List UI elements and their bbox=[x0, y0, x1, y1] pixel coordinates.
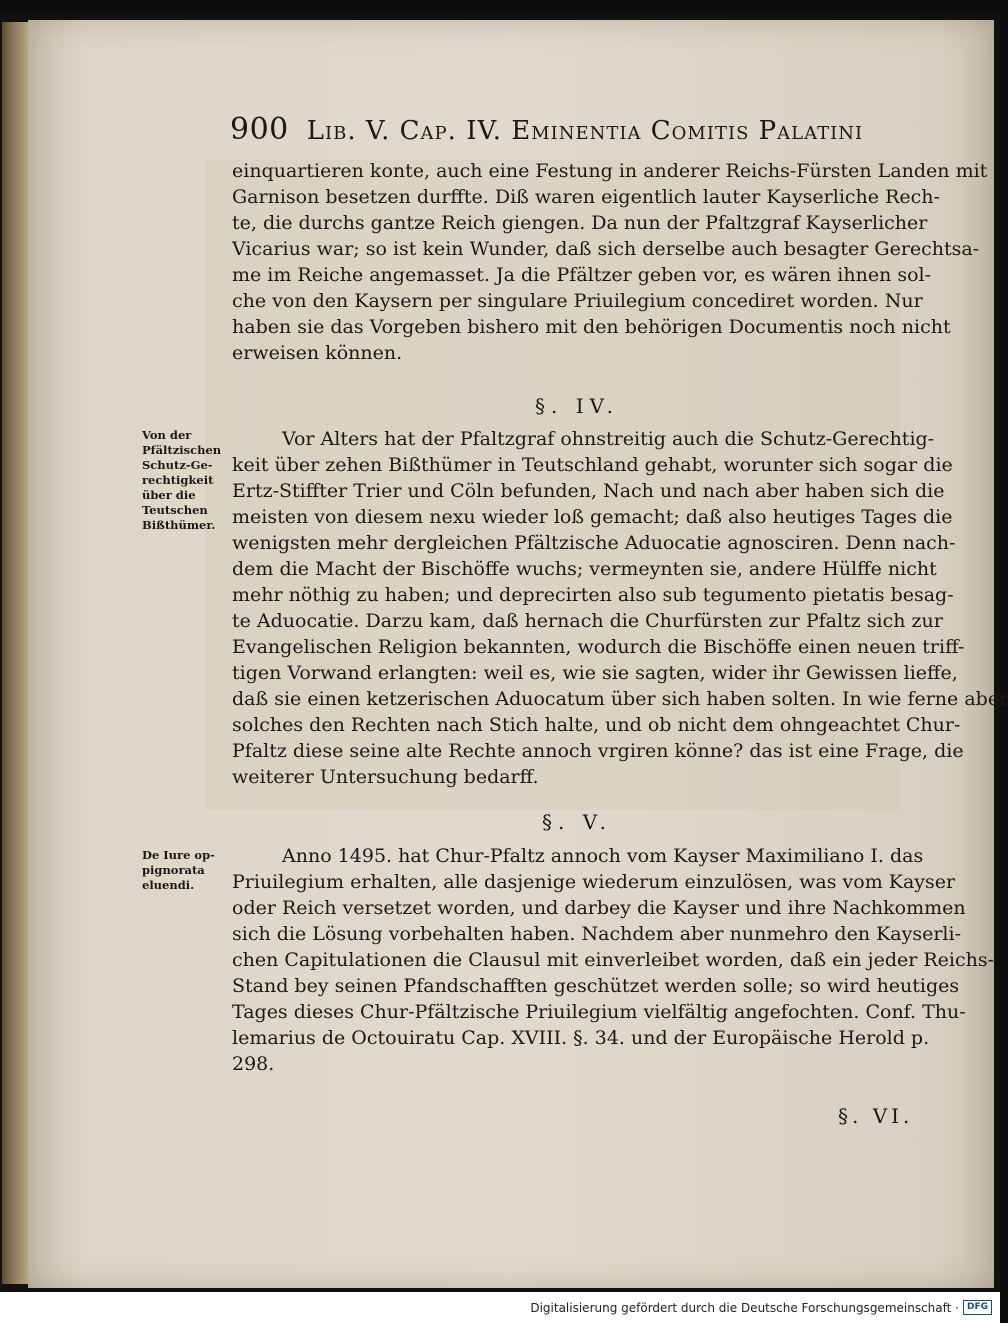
text-line: Priuilegium erhalten, alle dasjenige wiederum einzulösen, was vom Kayser bbox=[232, 871, 956, 893]
text-line: weiterer Untersuchung bedarff. bbox=[232, 766, 539, 788]
page-number: 900 bbox=[230, 112, 289, 147]
text-line: me im Reiche angemasset. Ja die Pfältzer geben vor, es wären ihnen sol- bbox=[232, 264, 932, 286]
text-line: tigen Vorwand erlangten: weil es, wie sie sagten, wider ihr Gewissen lieffe, bbox=[232, 662, 958, 684]
marginal-line: Von der bbox=[142, 428, 192, 442]
marginal-line: Schutz-Ge- bbox=[142, 458, 213, 472]
catchword: §. VI. bbox=[838, 1104, 914, 1128]
text-line: Stand bey seinen Pfandschafften geschützet werden solle; so wird heutiges bbox=[232, 975, 960, 997]
text-line: Pfaltz diese seine alte Rechte annoch vrgiren könne? das ist eine Frage, die bbox=[232, 740, 964, 762]
marginal-line: über die bbox=[142, 488, 196, 502]
marginal-line: Bißthümer. bbox=[142, 518, 216, 532]
marginal-line: Teutschen bbox=[142, 503, 208, 517]
text-line: 298. bbox=[232, 1053, 275, 1075]
footer-text: Digitalisierung gefördert durch die Deutsche Forschungsgemeinschaft · bbox=[530, 1300, 959, 1315]
text-line: sich die Lösung vorbehalten haben. Nachdem aber nunmehro den Kayserli- bbox=[232, 923, 962, 945]
text-line: erweisen können. bbox=[232, 342, 403, 364]
continuation-paragraph bbox=[232, 158, 988, 366]
text-line: Garnison besetzen durffte. Diß waren eigentlich lauter Kayserliche Rech- bbox=[232, 186, 940, 208]
text-line: chen Capitulationen die Clausul mit einverleibet worden, daß ein jeder Reichs- bbox=[232, 949, 995, 971]
text-line: te, die durchs gantze Reich giengen. Da nun der Pfaltzgraf Kayserlicher bbox=[232, 212, 928, 234]
text-line: wenigsten mehr dergleichen Pfältzische Aduocatie agnosciren. Denn nach- bbox=[232, 532, 956, 554]
marginal-note-iv bbox=[142, 428, 234, 533]
text-line: dem die Macht der Bischöffe wuchs; vermeynten sie, andere Hülffe nicht bbox=[232, 558, 937, 580]
text-line: Tages dieses Chur-Pfältzische Priuilegium vielfältig angefochten. Conf. Thu- bbox=[232, 1001, 966, 1023]
text-line: mehr nöthig zu haben; und deprecirten also sub tegumento pietatis besag- bbox=[232, 584, 954, 606]
marginal-line: Pfältzischen bbox=[142, 443, 222, 457]
text-line: Evangelischen Religion bekannten, wodurch die Bischöffe einen neuen triff- bbox=[232, 636, 965, 658]
text-line: solches den Rechten nach Stich halte, und ob nicht dem ohngeachtet Chur- bbox=[232, 714, 961, 736]
section-iv-paragraph bbox=[232, 426, 1008, 790]
text-line: te Aduocatie. Darzu kam, daß hernach die Churfürsten zur Pfaltz sich zur bbox=[232, 610, 943, 632]
section-heading-iv: §. IV. bbox=[535, 394, 619, 418]
book-spine bbox=[2, 22, 28, 1284]
marginal-line: De Iure op- bbox=[142, 848, 215, 862]
marginal-line: eluendi. bbox=[142, 878, 195, 892]
text-line: Ertz-Stiffter Trier und Cöln befunden, Nach und nach aber haben sich die bbox=[232, 480, 945, 502]
running-header bbox=[230, 112, 930, 147]
section-v-paragraph bbox=[232, 843, 995, 1077]
text-line: Vor Alters hat der Pfaltzgraf ohnstreitig auch die Schutz-Gerechtig- bbox=[282, 428, 935, 450]
text-line: che von den Kaysern per singulare Priuilegium concediret worden. Nur bbox=[232, 290, 923, 312]
text-line: keit über zehen Bißthümer in Teutschland gehabt, worunter sich sogar die bbox=[232, 454, 953, 476]
text-line: meisten von diesem nexu wieder loß gemacht; daß also heutiges Tages die bbox=[232, 506, 953, 528]
text-line: oder Reich versetzet worden, und darbey die Kayser und ihre Nachkommen bbox=[232, 897, 966, 919]
section-heading-v: §. V. bbox=[541, 810, 613, 834]
text-line: einquartieren konte, auch eine Festung in anderer Reichs-Fürsten Landen mit bbox=[232, 160, 988, 182]
text-line: Anno 1495. hat Chur-Pfaltz annoch vom Kayser Maximiliano I. das bbox=[282, 845, 924, 867]
running-title: Lib. V. Cap. IV. Eminentia Comitis Palatini bbox=[306, 116, 864, 146]
digitization-footer bbox=[0, 1292, 1000, 1323]
marginal-line: rechtigkeit bbox=[142, 473, 214, 487]
text-line: Vicarius war; so ist kein Wunder, daß sich derselbe auch besagter Gerechtsa- bbox=[232, 238, 980, 260]
dfg-logo[interactable]: DFG bbox=[963, 1300, 992, 1315]
marginal-note-v bbox=[142, 848, 234, 893]
text-line: haben sie das Vorgeben bishero mit den behörigen Documentis noch nicht bbox=[232, 316, 951, 338]
marginal-line: pignorata bbox=[142, 863, 205, 877]
text-line: daß sie einen ketzerischen Aduocatum über sich haben solten. In wie ferne aber bbox=[232, 688, 1008, 710]
text-line: lemarius de Octouiratu Cap. XVIII. §. 34. und der Europäische Herold p. bbox=[232, 1027, 930, 1049]
